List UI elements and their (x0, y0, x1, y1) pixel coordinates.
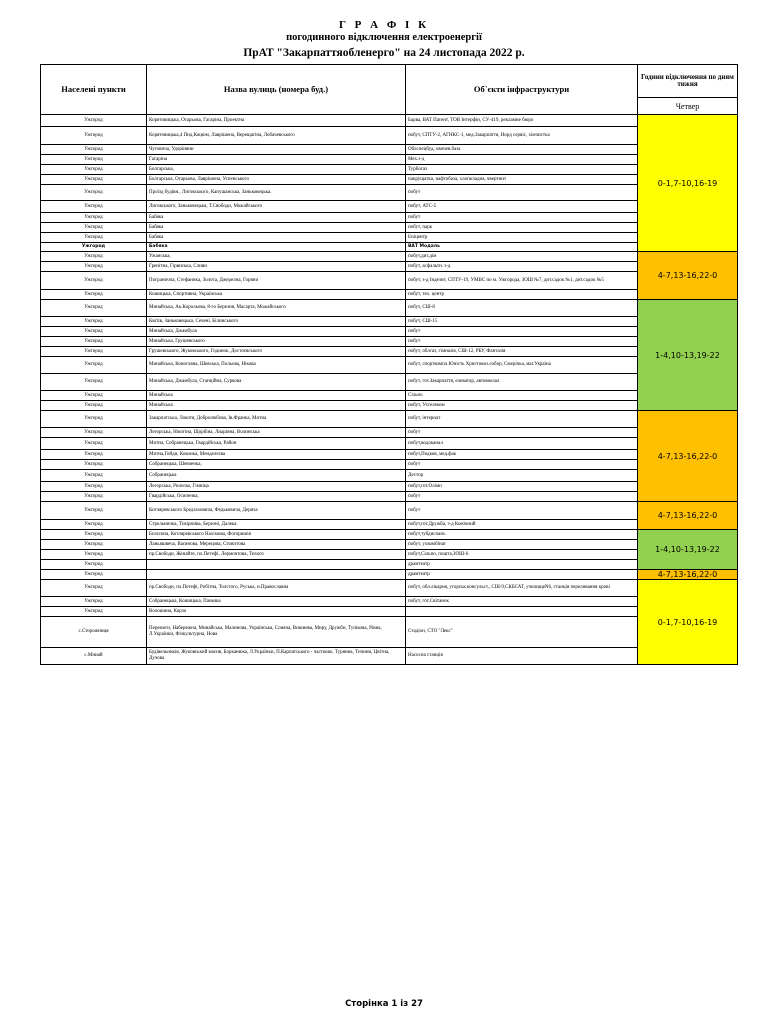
table-row (41, 155, 738, 165)
table-row (41, 357, 738, 374)
streets-cell: Бабяка (147, 213, 406, 223)
settlement-cell: с.Минай (41, 648, 147, 665)
table-row (41, 145, 738, 155)
table-row (41, 327, 738, 337)
objects-cell: побут (406, 327, 638, 337)
table-row (41, 648, 738, 665)
objects-cell: побут, СШ-8 (406, 300, 638, 317)
objects-cell: Стадіон, СТО "Лекс" (406, 617, 638, 648)
table-row (41, 520, 738, 530)
outage-hours-cell: 4-7,13-16,22-0 (638, 411, 738, 502)
streets-cell: Закарпатська, Локотя, Добролюбова, Ів.Франка, Митна (147, 411, 406, 428)
settlement-cell: Ужгород (41, 470, 147, 482)
streets-cell: Корятовицька,4 Пид.Коцюм, Лаврішена, Верещагіна, Лобачевського (147, 127, 406, 145)
streets-cell: Гагаріна (147, 155, 406, 165)
objects-cell: Насосна станція (406, 648, 638, 665)
objects-cell: побут (406, 460, 638, 470)
objects-cell: побут, гот.Закарпаття, елеватор, автовокзал (406, 374, 638, 391)
table-row (41, 272, 738, 290)
settlement-cell: Ужгород (41, 155, 147, 165)
settlement-cell: Ужгород (41, 262, 147, 272)
table-row (41, 374, 738, 391)
objects-cell: Епіцентр (406, 233, 638, 243)
table-row (41, 262, 738, 272)
objects-cell: побут, СПТУ-2, АГНКС-1, мед.Закарпаття, Норд сервіс, хімчистка (406, 127, 638, 145)
objects-cell: Облспецбуд, овочев.база (406, 145, 638, 155)
settlement-cell: Ужгород (41, 520, 147, 530)
streets-cell (147, 570, 406, 580)
outage-hours-cell: 0-1,7-10,16-19 (638, 580, 738, 665)
settlement-cell: Ужгород (41, 460, 147, 470)
settlement-cell: Ужгород (41, 597, 147, 607)
objects-cell: побут (406, 213, 638, 223)
streets-cell: Перемоги, Набережна, Минайська, Малинова, Українська, Соняча, Вишнева, Миру, Дружби, Тупікова, Рівна, Л.Українки, Фізкультурна, Нова (147, 617, 406, 648)
outage-hours-cell: 4-7,13-16,22-0 (638, 570, 738, 580)
objects-cell: побут,тубдиспанс. (406, 530, 638, 540)
settlement-cell: Ужгород (41, 411, 147, 428)
header-hours: Години відключення по дням тижня (638, 65, 738, 98)
objects-cell: побут, АТС-5 (406, 201, 638, 213)
streets-cell: Минайська, Ак.Корольова, 8-го Березня, Масарта, Можайського (147, 300, 406, 317)
objects-cell: побут,Подков, мед.фак (406, 450, 638, 460)
settlement-cell: Ужгород (41, 357, 147, 374)
table-row (41, 597, 738, 607)
outage-hours-cell: 4-7,13-16,22-0 (638, 252, 738, 300)
streets-cell: Стрельничка, Тімірязіва, Березні, Далека (147, 520, 406, 530)
table-row (41, 401, 738, 411)
objects-cell: побут, гот.Світанок (406, 597, 638, 607)
settlement-cell: Ужгород (41, 327, 147, 337)
table-row (41, 550, 738, 560)
table-row (41, 482, 738, 492)
objects-cell: побут,Сільпо, пошта,ЗОШ-6 (406, 550, 638, 560)
streets-cell: Квітів, Заньковецька, Сечені, Білинського (147, 317, 406, 327)
settlement-cell: Ужгород (41, 185, 147, 201)
streets-cell: Митна, Собранецька, Гвардійська, Район (147, 438, 406, 450)
objects-cell: побут,водоканал (406, 438, 638, 450)
table-row (41, 470, 738, 482)
table-row (41, 317, 738, 327)
streets-cell: Бабяка (147, 223, 406, 233)
table-row (41, 185, 738, 201)
objects-cell: побут, тех. центр (406, 290, 638, 300)
table-row (41, 460, 738, 470)
streets-cell: Бєлєскна, Котляревського Нахімова, Фогоришія (147, 530, 406, 540)
streets-cell: Котляревського Бредзаховича, Федьковича, Дериза (147, 502, 406, 520)
settlement-cell: Ужгород (41, 252, 147, 262)
settlement-cell: с.Сторожниця (41, 617, 147, 648)
settlement-cell: Ужгород (41, 290, 147, 300)
outage-hours-cell: 0-1,7-10,16-19 (638, 115, 738, 252)
objects-cell: побут, спорткомпл.Юність Христовоз.собор, Смерічка, маг.Україна (406, 357, 638, 374)
table-row (41, 201, 738, 213)
settlement-cell: Ужгород (41, 482, 147, 492)
streets-cell: Проїзд будівн., Лиговського, Капушанська, Заньковецька. (147, 185, 406, 201)
table-row (41, 115, 738, 127)
table-row (41, 252, 738, 262)
streets-cell: Митна,Гойди, Коконка, Менделєєва (147, 450, 406, 460)
table-row (41, 607, 738, 617)
settlement-cell: Ужгород (41, 272, 147, 290)
streets-cell: Корятовицька, Огарьова, Гагаріна, Проектна (147, 115, 406, 127)
streets-cell: Кошицька, Спортивна, Українська (147, 290, 406, 300)
objects-cell: побут, СШ-15 (406, 317, 638, 327)
table-row (41, 570, 738, 580)
objects-cell: побут, з-д Індезит, СПТУ-19, УМВС по м. Ужгорода, ЗОШ №7, дит.садок №1, дит.садок №5 (406, 272, 638, 290)
table-row (41, 530, 738, 540)
settlement-cell: Ужгород (41, 145, 147, 155)
settlement-cell: Ужгород (41, 560, 147, 570)
settlement-cell: Ужгород (41, 127, 147, 145)
objects-cell: побут (406, 502, 638, 520)
streets-cell: Ланьяшвеча, Васянова, Мерецова, Стовптова (147, 540, 406, 550)
objects-cell: пакрущатка, нафтобаза, хлопкладна, чвертнит (406, 175, 638, 185)
settlement-cell: Ужгород (41, 317, 147, 327)
streets-cell: Болгарська, (147, 165, 406, 175)
streets-cell: Гренітна, Гірвиська, Сливн (147, 262, 406, 272)
table-row (41, 580, 738, 597)
settlement-cell: Ужгород (41, 540, 147, 550)
table-row (41, 411, 738, 428)
table-row (41, 617, 738, 648)
streets-cell: Собранецька, Кошицька, Паньчка (147, 597, 406, 607)
streets-cell: Минайська, Джамбула (147, 327, 406, 337)
table-body (41, 115, 738, 665)
streets-cell: Минайська, Джамбула, Станційна, Суркова (147, 374, 406, 391)
streets-cell: пр.Свободи, пл.Петефі, Робітна, Толстого, Руська, н.Православна (147, 580, 406, 597)
table-row (41, 428, 738, 438)
objects-cell: побут, парк (406, 223, 638, 233)
settlement-cell: Ужгород (41, 530, 147, 540)
settlement-cell: Ужгород (41, 201, 147, 213)
table-row (41, 540, 738, 550)
streets-cell: Собранецька (147, 470, 406, 482)
streets-cell: Ужанська, (147, 252, 406, 262)
objects-cell: побут, ухкомбінат (406, 540, 638, 550)
objects-cell: Турбогаз (406, 165, 638, 175)
objects-cell: побут,гот.Олімп (406, 482, 638, 492)
settlement-cell: Ужгород (41, 492, 147, 502)
table-row (41, 223, 738, 233)
table-row (41, 438, 738, 450)
settlement-cell: Ужгород (41, 580, 147, 597)
streets-cell: Легорська, Нікотіна, Щорбіна, Лиаріяна, Волинська (147, 428, 406, 438)
streets-cell: Пограничча, Стефаника, Золота, Джерелна, Горяни (147, 272, 406, 290)
streets-cell: Минайська (147, 401, 406, 411)
streets-cell: Будівельників, Жуковський масив, Борканюка, Л.Українки, П.Карпатського - частково, Турянна, Тичини, Цвітна, Дулова (147, 648, 406, 665)
table-row (41, 300, 738, 317)
objects-cell: побут, Ухтелеком (406, 401, 638, 411)
table-row (41, 560, 738, 570)
streets-cell: Болгарська, Огарьова, Лаврішена, Успенського (147, 175, 406, 185)
settlement-cell: Ужгород (41, 391, 147, 401)
objects-cell: побут, облгаз, гімназія, СШ-12, РБУ, Фантазія (406, 347, 638, 357)
table-row (41, 213, 738, 223)
table-row (41, 337, 738, 347)
table-row (41, 233, 738, 243)
settlement-cell: Ужгород (41, 607, 147, 617)
objects-cell: драмтеатр (406, 570, 638, 580)
settlement-cell: Ужгород (41, 165, 147, 175)
settlement-cell: Ужгород (41, 175, 147, 185)
streets-cell: Бабяка (147, 233, 406, 243)
header-day: Четвер (638, 98, 738, 115)
table-row (41, 243, 738, 252)
settlement-cell: Ужгород (41, 570, 147, 580)
settlement-cell: Ужгород (41, 337, 147, 347)
document-title: Г Р А Ф І К (338, 19, 430, 31)
table-row (41, 391, 738, 401)
header-streets: Назва вулиць (номера буд.) (147, 65, 406, 115)
header-objects: Об`єкти інфраструктури (406, 65, 638, 115)
objects-cell: побут, асфальтн. з-д (406, 262, 638, 272)
table-row (41, 502, 738, 520)
settlement-cell: Ужгород (41, 438, 147, 450)
objects-cell: побут (406, 337, 638, 347)
objects-cell: драмтеатр (406, 560, 638, 570)
streets-cell: Лиговського, Заньковецька, Т.Свободи, Можайського (147, 201, 406, 213)
table-row (41, 127, 738, 145)
objects-cell: побут,дит.дім (406, 252, 638, 262)
settlement-cell: Ужгород (41, 550, 147, 560)
objects-cell: побут (406, 428, 638, 438)
document-subtitle: погодинного відключення електроенергії (286, 32, 482, 43)
settlement-cell: Ужгород (41, 213, 147, 223)
objects-cell: побут,гот.Дружба, з-д Комічний (406, 520, 638, 530)
page-number: Сторінка 1 із 27 (345, 999, 423, 1009)
settlement-cell: Ужгород (41, 233, 147, 243)
objects-cell: ВАТ Модаль (406, 243, 638, 252)
outage-hours-cell: 4-7,13-16,22-0 (638, 502, 738, 530)
objects-cell: побут, обл.лікарня, угорськ.консульст., СШ-9,СКБСАТ, училищеN6, станція переливання крові (406, 580, 638, 597)
streets-cell: Чуговича, Удоріняни (147, 145, 406, 155)
settlement-cell: Ужгород (41, 374, 147, 391)
streets-cell: Минайська, Коногляна, Шевська, Польова, Нікова (147, 357, 406, 374)
table-row (41, 290, 738, 300)
streets-cell: Минайська, Грушевського (147, 337, 406, 347)
settlement-cell: Ужгород (41, 243, 147, 252)
settlement-cell: Ужгород (41, 401, 147, 411)
settlement-cell: Ужгород (41, 428, 147, 438)
streets-cell: Гвардійська, Осипенка, (147, 492, 406, 502)
settlement-cell: Ужгород (41, 450, 147, 460)
table-row (41, 347, 738, 357)
objects-cell: Сільпо (406, 391, 638, 401)
objects-cell (406, 607, 638, 617)
header-settlements: Населені пункти (41, 65, 147, 115)
settlement-cell: Ужгород (41, 115, 147, 127)
outage-hours-cell: 1-4,10-13,19-22 (638, 300, 738, 411)
settlement-cell: Ужгород (41, 223, 147, 233)
objects-cell: Барва, ВАТ Патент, ТОВ Інтерфін, СУ-419, рекламне бюро (406, 115, 638, 127)
company-date-line: ПрАТ "Закарпаттяобленерго" на 24 листопада 2022 р. (243, 47, 525, 59)
table-row (41, 175, 738, 185)
outage-schedule-table (40, 64, 738, 665)
streets-cell: Грушевського, Жуковського, Годинок, Достоєвського (147, 347, 406, 357)
outage-hours-cell: 1-4,10-13,19-22 (638, 530, 738, 570)
objects-cell: Дестор (406, 470, 638, 482)
streets-cell: Минайська (147, 391, 406, 401)
objects-cell: побут (406, 185, 638, 201)
settlement-cell: Ужгород (41, 300, 147, 317)
table-row (41, 492, 738, 502)
streets-cell (147, 560, 406, 570)
streets-cell: Легорська, Рилєєва, Гімніца (147, 482, 406, 492)
objects-cell: Мех.з-д (406, 155, 638, 165)
streets-cell: Бабяка (147, 243, 406, 252)
table-row (41, 450, 738, 460)
streets-cell: пр.Свободи, Женайте, пл.Петефі, Лермонтова, Тихого (147, 550, 406, 560)
objects-cell: побут (406, 492, 638, 502)
settlement-cell: Ужгород (41, 502, 147, 520)
settlement-cell: Ужгород (41, 347, 147, 357)
streets-cell: Волошина, Корзо (147, 607, 406, 617)
streets-cell: Собранецька, Шевченка, (147, 460, 406, 470)
objects-cell: побут, інтернат (406, 411, 638, 428)
table-row (41, 165, 738, 175)
